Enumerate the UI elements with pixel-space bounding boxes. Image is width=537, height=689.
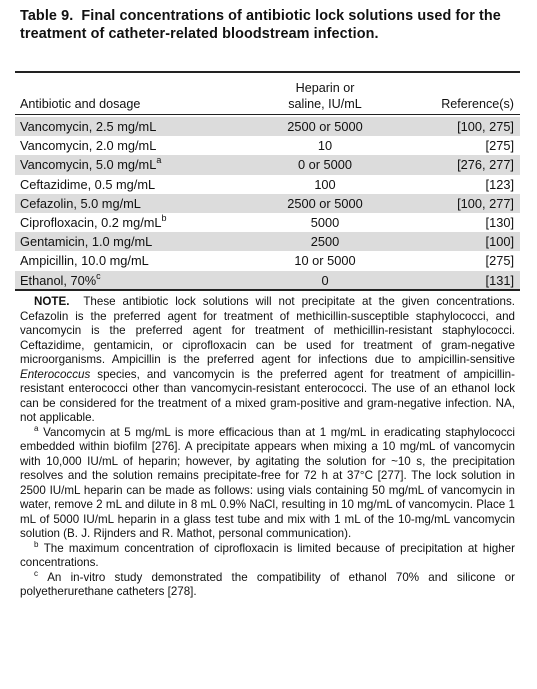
cell-heparin: 0 — [321, 272, 329, 288]
cell-antibiotic — [20, 213, 167, 232]
cell-heparin: 0 or 5000 — [297, 157, 353, 173]
table-row — [15, 155, 520, 174]
table-caption: Final concentrations of antibiotic lock solutions used for the treatment of catheter-related bloodstream infection. — [20, 8, 501, 42]
footnote-c — [20, 568, 515, 600]
footnote-marker: a — [156, 155, 162, 166]
table-notes — [20, 295, 515, 600]
cell-antibiotic — [20, 271, 101, 290]
header-rule — [15, 114, 520, 115]
table-row — [15, 232, 520, 251]
header-heparin-line2: saline, IU/mL — [288, 97, 362, 111]
cell-antibiotic — [20, 117, 156, 136]
cell-reference: [275] — [485, 138, 514, 154]
note-text-2: species, and vancomycin is the preferred agent for treatment of ampicillin-resistant enterococci other than vancomycin-resistant enterococci. The use of an ethanol lock can be considered for the treatment of a mixed gram-positive and gram-negative infection. NA, not applicable. — [20, 367, 515, 424]
cell-heparin: 100 — [314, 176, 336, 192]
antibiotic-name: Ethanol, 70% — [20, 272, 97, 288]
note-paragraph — [20, 295, 515, 426]
antibiotic-name: Ceftazidime, 0.5 mg/mL — [20, 176, 156, 192]
header-heparin-line1: Heparin or — [295, 81, 355, 95]
cell-heparin: 2500 or 5000 — [287, 195, 363, 211]
footnote-c-text: An in-vitro study demonstrated the compatibility of ethanol 70% and silicone or polyetherurethane catheters [278]. — [20, 570, 515, 598]
header-heparin — [245, 80, 405, 112]
cell-reference: [100] — [485, 234, 514, 250]
cell-antibiotic — [20, 251, 149, 270]
cell-antibiotic — [20, 232, 152, 251]
antibiotic-name: Vancomycin, 2.0 mg/mL — [20, 138, 157, 154]
table-row — [15, 213, 520, 232]
antibiotic-name: Cefazolin, 5.0 mg/mL — [20, 195, 141, 211]
antibiotic-name: Vancomycin, 5.0 mg/mL — [20, 157, 157, 173]
cell-reference: [130] — [485, 214, 514, 230]
footnote-b-text: The maximum concentration of ciprofloxacin is limited because of precipitation at higher concentrations. — [20, 541, 515, 569]
bottom-rule — [15, 289, 520, 291]
footnote-c-mark: c — [34, 568, 38, 578]
note-label: NOTE. — [34, 295, 70, 308]
cell-heparin: 10 — [317, 138, 333, 154]
header-antibiotic: Antibiotic and dosage — [20, 97, 141, 111]
table-body — [15, 117, 520, 290]
footnote-b-mark: b — [34, 539, 39, 549]
table-row — [15, 251, 520, 270]
top-rule — [15, 71, 520, 73]
footnote-b — [20, 539, 515, 571]
cell-heparin: 2500 or 5000 — [287, 119, 363, 134]
cell-reference: [123] — [485, 176, 514, 192]
table-row — [15, 117, 520, 136]
antibiotic-name: Gentamicin, 1.0 mg/mL — [20, 234, 153, 250]
cell-heparin: 5000 — [310, 214, 340, 230]
note-text-1: These antibiotic lock solutions will not precipitate at the given concentrations. Cefazolin is the preferred agent for treatment of methicillin-susceptible staphylococci, and vancomycin is the preferred agent for treatment of methicillin-resistant staphylococci. Ceftazidime, gentamicin, or ciprofloxacin can be used for treatment of gram-negative microorganisms. Ampicillin is the preferred agent for infections due to ampicillin-sensitive — [20, 295, 515, 366]
cell-reference: [100, 277] — [457, 195, 514, 211]
footnote-a-mark: a — [34, 423, 39, 433]
table-title — [20, 7, 520, 43]
cell-antibiotic — [20, 194, 141, 213]
antibiotic-name: Ciprofloxacin, 0.2 mg/mL — [20, 214, 162, 230]
cell-reference: [276, 277] — [457, 157, 514, 173]
table-label: Table 9. — [20, 8, 74, 24]
note-italic: Enterococcus — [20, 367, 91, 381]
cell-reference: [131] — [485, 272, 514, 288]
cell-reference: [275] — [485, 253, 514, 269]
table-header — [15, 80, 520, 114]
cell-antibiotic — [20, 136, 156, 155]
header-reference: Reference(s) — [441, 97, 514, 111]
cell-heparin: 10 or 5000 — [294, 253, 356, 269]
footnote-a-text: Vancomycin at 5 mg/mL is more efficacious than at 1 mg/mL in eradicating staphylococci embedded within biofilm [276]. A precipitate appears when mixing a 10 mg/mL of vancomycin with 10,000 IU/mL of heparin; however, by agitating the solution for ~10 s, the precipitation resolves and the solution remains precipitate-free for 72 h at 37°C [277]. The lock solution in 2500 IU/mL heparin can be made as follows: using vials containing 50 mg/mL of vancomycin in water, remove 2 mL and dilute in 8 mL 0.9% NaCl, resulting in 10 mg/mL of vancomycin. Place 1 mL of 5000 IU/mL heparin in a glass test tube and mix with 1 mL of the 10-mg/mL vancomycin solution (B. J. Rijnders and R. Mathot, personal communication). — [20, 425, 516, 540]
cell-antibiotic — [20, 155, 161, 174]
footnote-marker: b — [161, 212, 167, 223]
cell-antibiotic — [20, 175, 155, 194]
antibiotic-name: Vancomycin, 2.5 mg/mL — [20, 119, 157, 134]
footnote-marker: c — [96, 270, 101, 281]
antibiotic-name: Ampicillin, 10.0 mg/mL — [20, 253, 149, 269]
cell-heparin: 2500 — [310, 234, 340, 250]
footnote-a — [20, 423, 516, 542]
table-row — [15, 136, 520, 155]
table-row — [15, 194, 520, 213]
cell-reference: [100, 275] — [457, 119, 514, 134]
table-row — [15, 271, 520, 290]
table-row — [15, 175, 520, 194]
